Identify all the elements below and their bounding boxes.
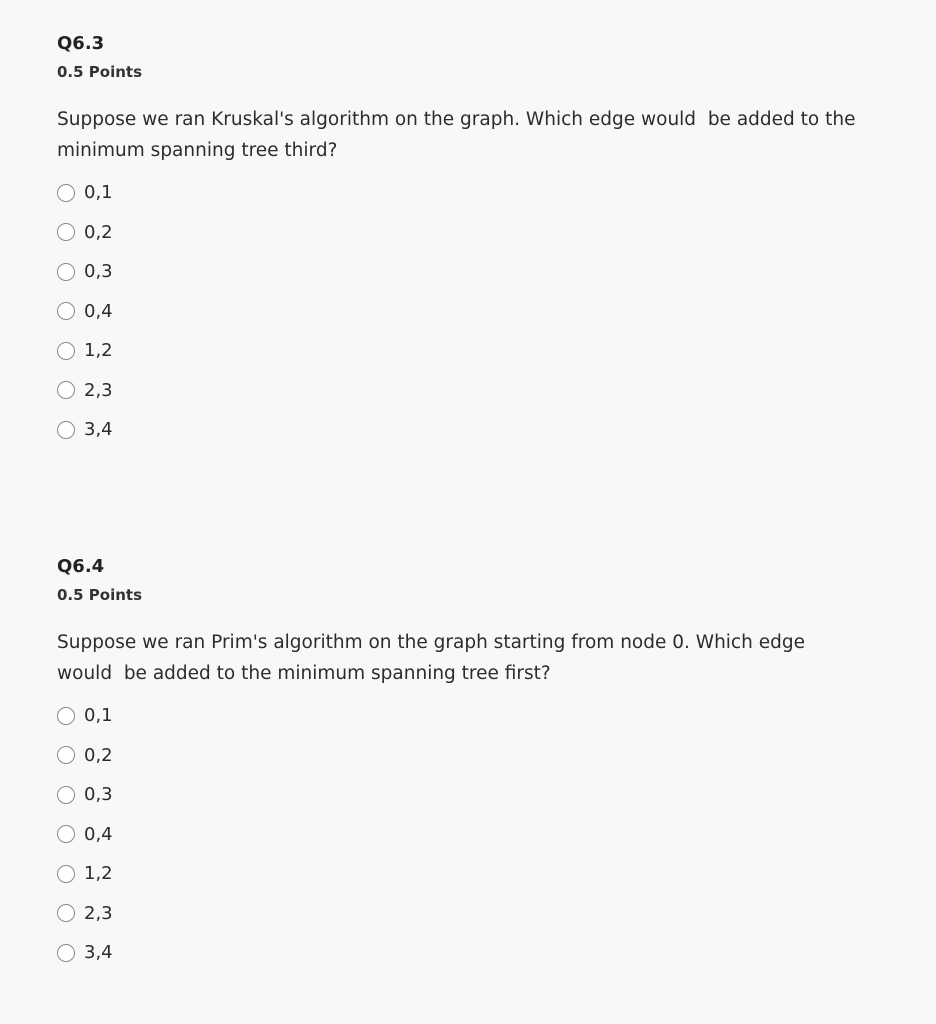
option-label: 0,1 (84, 705, 113, 727)
radio-button[interactable] (57, 342, 75, 360)
option-label: 0,4 (84, 300, 113, 322)
option-label: 0,4 (84, 823, 113, 845)
question-points: 0.5 Points (57, 63, 143, 81)
radio-button[interactable] (57, 707, 75, 725)
option-label: 3,4 (84, 419, 113, 441)
question-q6-3 (57, 32, 897, 450)
radio-button[interactable] (57, 825, 75, 843)
radio-button[interactable] (57, 904, 75, 922)
option-label: 1,2 (84, 340, 113, 362)
radio-option[interactable] (57, 213, 897, 253)
answer-options (57, 696, 897, 973)
question-points: 0.5 Points (57, 586, 143, 604)
radio-option[interactable] (57, 173, 897, 213)
radio-option[interactable] (57, 410, 897, 450)
radio-option[interactable] (57, 854, 897, 894)
radio-option[interactable] (57, 331, 897, 371)
radio-button[interactable] (57, 302, 75, 320)
option-label: 0,3 (84, 784, 113, 806)
radio-option[interactable] (57, 933, 897, 973)
radio-button[interactable] (57, 421, 75, 439)
radio-option[interactable] (57, 894, 897, 934)
radio-button[interactable] (57, 223, 75, 241)
option-label: 2,3 (84, 902, 113, 924)
radio-button[interactable] (57, 746, 75, 764)
radio-option[interactable] (57, 696, 897, 736)
question-prompt: Suppose we ran Prim's algorithm on the graph starting from node 0. Which edge would be added to the minimum spanning tree first? (57, 632, 805, 684)
option-label: 0,2 (84, 221, 113, 243)
question-title: Q6.3 (57, 33, 105, 54)
question-q6-4 (57, 555, 897, 973)
option-label: 1,2 (84, 863, 113, 885)
question-title: Q6.4 (57, 556, 105, 577)
radio-option[interactable] (57, 292, 897, 332)
option-label: 0,3 (84, 261, 113, 283)
answer-options (57, 173, 897, 450)
option-label: 0,1 (84, 182, 113, 204)
option-label: 2,3 (84, 379, 113, 401)
radio-button[interactable] (57, 381, 75, 399)
radio-option[interactable] (57, 252, 897, 292)
radio-button[interactable] (57, 263, 75, 281)
option-label: 0,2 (84, 744, 113, 766)
question-prompt: Suppose we ran Kruskal's algorithm on the graph. Which edge would be added to the minimum spanning tree third? (57, 109, 856, 161)
radio-button[interactable] (57, 944, 75, 962)
radio-button[interactable] (57, 865, 75, 883)
radio-option[interactable] (57, 775, 897, 815)
option-label: 3,4 (84, 942, 113, 964)
radio-option[interactable] (57, 815, 897, 855)
radio-option[interactable] (57, 736, 897, 776)
radio-button[interactable] (57, 184, 75, 202)
radio-option[interactable] (57, 371, 897, 411)
radio-button[interactable] (57, 786, 75, 804)
